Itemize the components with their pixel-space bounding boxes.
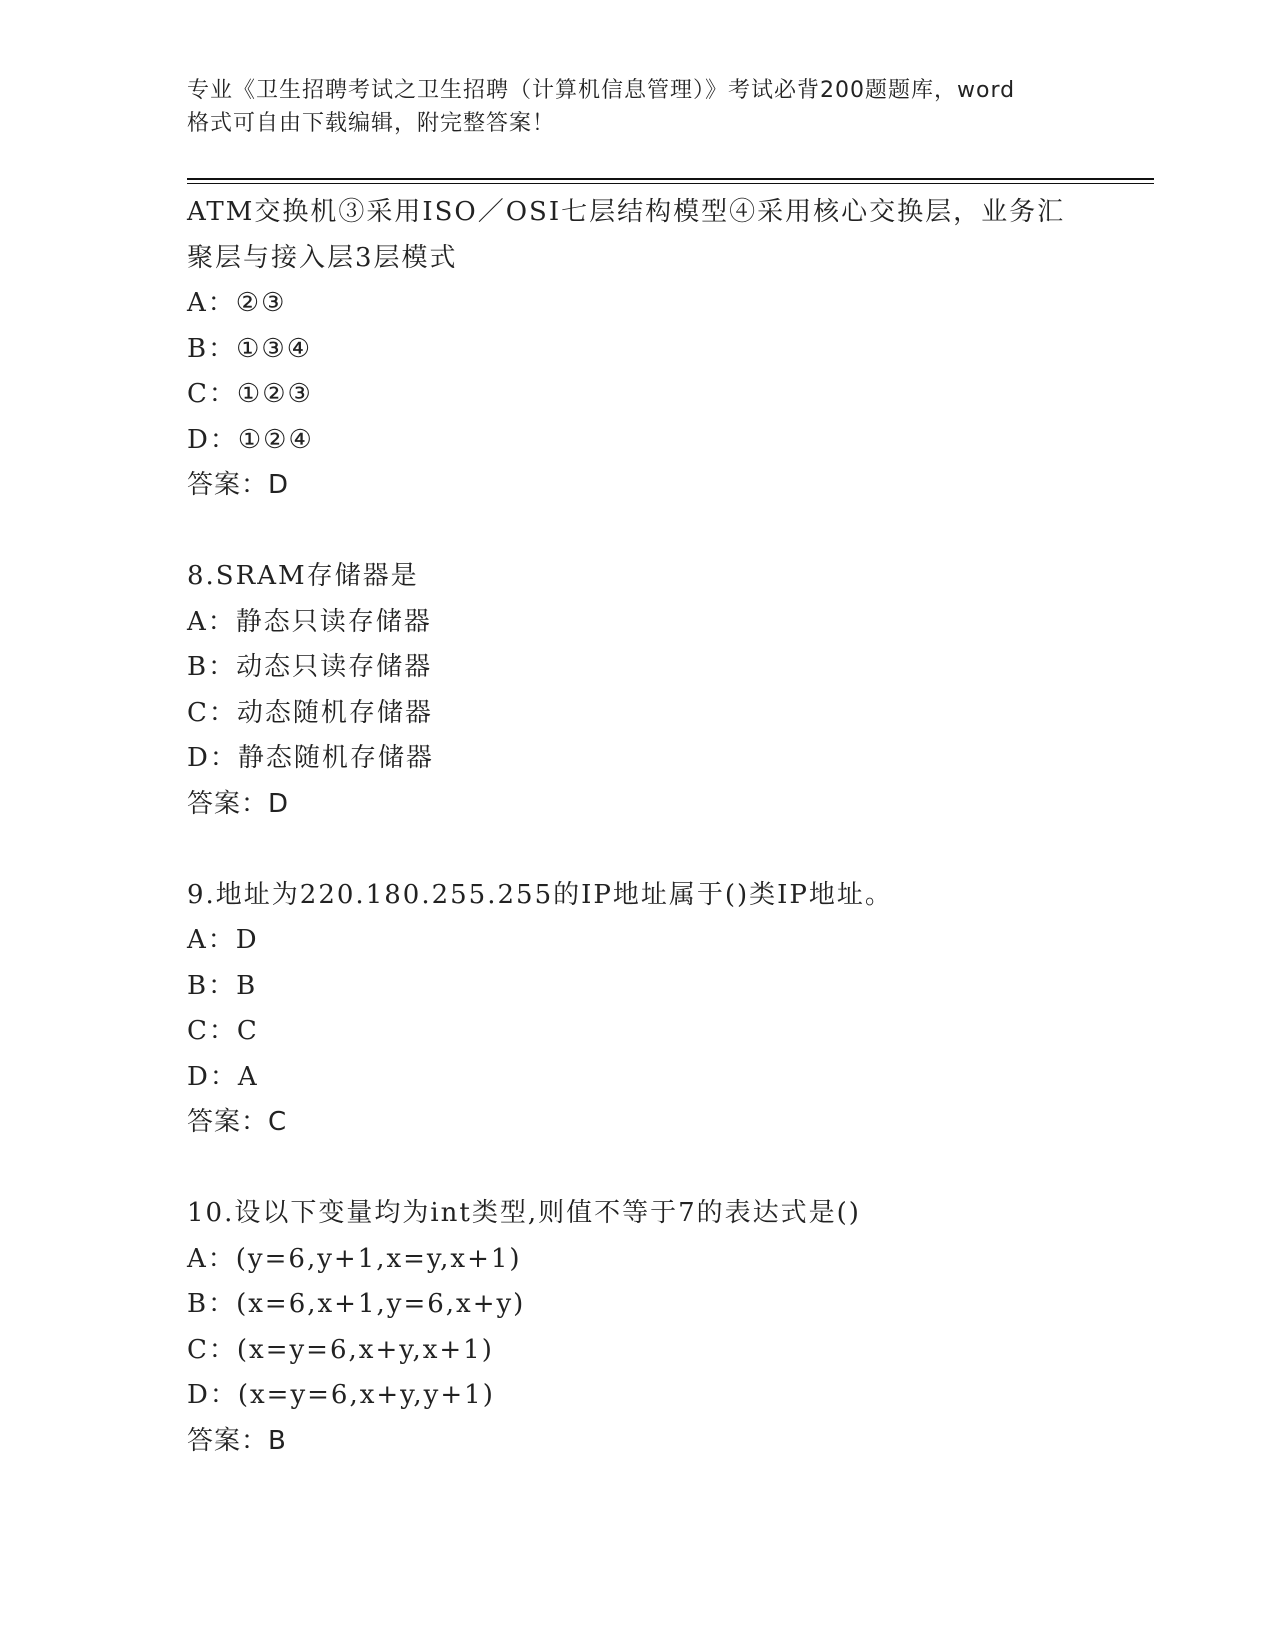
option-a <box>187 600 1147 646</box>
option-text: (y=6,y+1,x=y,x+1) <box>235 1243 522 1274</box>
option-label: C： <box>187 1334 237 1365</box>
option-a <box>187 918 1147 964</box>
question-8 <box>187 554 1147 827</box>
answer-line: 答案：B <box>187 1425 287 1456</box>
option-label: D： <box>187 424 238 455</box>
option-c <box>187 1328 1147 1374</box>
question-stem: 9.地址为220.180.255.255的IP地址属于()类IP地址。 <box>187 879 893 910</box>
question-stem: 8.SRAM存储器是 <box>187 561 419 591</box>
option-label: A： <box>187 606 236 637</box>
header-line-2: 格式可自由下载编辑，附完整答案！ <box>187 111 556 136</box>
question-list <box>187 190 1147 1464</box>
option-text: ①②③ <box>236 379 313 409</box>
option-text: (x=y=6,x+y,x+1) <box>236 1334 494 1365</box>
option-text: 动态只读存储器 <box>236 652 433 682</box>
option-c <box>187 691 1147 737</box>
header-divider-thick <box>187 178 1154 180</box>
option-b <box>187 1282 1147 1328</box>
header-line-1: 专业《卫生招聘考试之卫生招聘（计算机信息管理）》考试必背200题题库，word <box>187 78 1016 103</box>
option-text: ①②④ <box>237 424 314 455</box>
option-label: D： <box>187 1380 238 1410</box>
question-10 <box>187 1191 1147 1464</box>
option-text: D <box>235 925 259 955</box>
option-text: B <box>236 970 258 1001</box>
option-label: C： <box>187 697 237 728</box>
option-text: (x=y=6,x+y,y+1) <box>237 1380 495 1410</box>
option-d <box>187 1055 1147 1101</box>
option-text: C <box>236 1016 259 1046</box>
option-label: B： <box>187 970 237 1001</box>
document-header <box>187 74 1087 140</box>
answer-line: 答案：D <box>187 470 290 500</box>
option-text: ①③④ <box>236 333 313 364</box>
option-text: 静态随机存储器 <box>237 743 434 773</box>
option-label: C： <box>187 379 237 409</box>
option-label: B： <box>187 1289 237 1319</box>
option-label: B： <box>187 652 237 682</box>
option-b <box>187 645 1147 691</box>
option-b <box>187 964 1147 1010</box>
answer-line: 答案：D <box>187 788 290 819</box>
spacer <box>187 509 1147 555</box>
option-a <box>187 281 1147 327</box>
option-c <box>187 372 1147 418</box>
option-label: A： <box>187 925 236 955</box>
option-text: ②③ <box>235 288 287 318</box>
spacer <box>187 1146 1147 1192</box>
answer-line: 答案：C <box>187 1107 288 1137</box>
option-text: 静态只读存储器 <box>235 606 432 637</box>
option-text: 动态随机存储器 <box>236 697 433 728</box>
option-label: B： <box>187 333 237 364</box>
option-a <box>187 1237 1147 1283</box>
option-text: A <box>237 1061 259 1092</box>
option-label: C： <box>187 1016 237 1046</box>
question-stem: 聚层与接入层3层模式 <box>187 242 458 273</box>
option-label: D： <box>187 743 238 773</box>
option-b <box>187 327 1147 373</box>
option-d <box>187 418 1147 464</box>
question-stem: 10.设以下变量均为int类型,则值不等于7的表达式是() <box>187 1198 861 1228</box>
question-stem: ATM交换机③采用ISO／OSI七层结构模型④采用核心交换层，业务汇 <box>187 197 1066 227</box>
question-7 <box>187 190 1147 509</box>
option-label: D： <box>187 1061 238 1092</box>
spacer <box>187 827 1147 873</box>
option-d <box>187 1373 1147 1419</box>
option-text: (x=6,x+1,y=6,x+y) <box>236 1289 526 1319</box>
option-c <box>187 1009 1147 1055</box>
option-label: A： <box>187 288 236 318</box>
option-label: A： <box>187 1243 236 1274</box>
header-divider-thin <box>187 183 1154 184</box>
question-9 <box>187 873 1147 1146</box>
option-d <box>187 736 1147 782</box>
